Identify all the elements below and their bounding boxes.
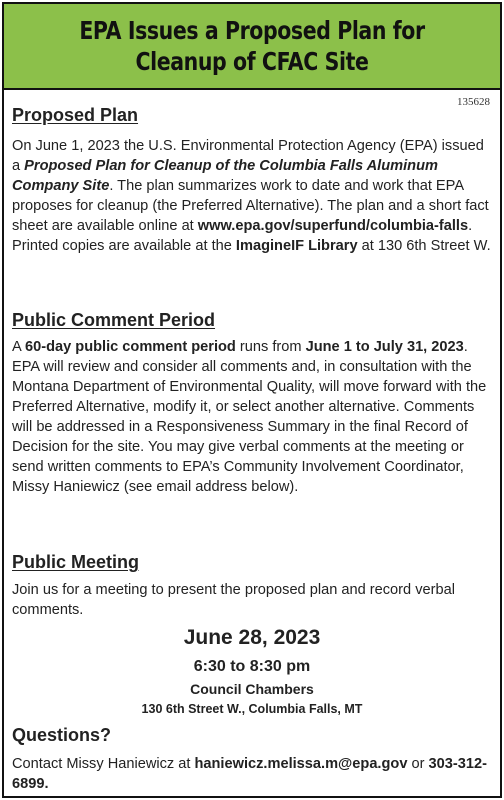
comment-period-dates: June 1 to July 31, 2023: [305, 339, 464, 355]
text-run: .: [44, 776, 49, 792]
text-run: . EPA will review and consider all comments and, in consultation with the Montana Department of Environmental Quality, will move forward with the Preferred Alternative, modify it, or select another alternative. Comments will be addressed in a Responsiveness Summary in the final Record of Decision for the site. You may give verbal comments at the meeting or send written comments to EPA’s Community Involvement Coordinator, Missy Haniewicz (see email address below).: [12, 339, 487, 495]
title-banner: [4, 4, 500, 90]
notice-frame: [2, 2, 502, 798]
contact-phone: 303-312-6899: [12, 756, 487, 792]
comment-period-length: 60-day public comment period: [24, 339, 236, 355]
website-url: www.epa.gov/superfund/columbia-falls: [197, 218, 469, 234]
meeting-location-name: Council Chambers: [190, 681, 314, 697]
proposed-plan-text: [12, 136, 492, 256]
questions-text: [12, 754, 492, 794]
text-run: runs from: [235, 339, 306, 355]
text-run: On June 1, 2023 the U.S. Environmental Protection Agency (EPA) issued a: [12, 138, 484, 174]
title-line-1: EPA Issues a Proposed Plan for: [79, 16, 425, 45]
meeting-time: 6:30 to 8:30 pm: [193, 658, 311, 675]
title-line-2: Cleanup of CFAC Site: [135, 47, 369, 76]
plan-name: Proposed Plan for Cleanup of the Columbia Falls Aluminum Company Site: [12, 158, 438, 194]
meeting-details: [12, 624, 492, 719]
comment-period-heading: Public Comment Period: [12, 310, 216, 330]
text-run: A: [12, 339, 25, 355]
notice-title: [49, 15, 456, 77]
text-run: Contact Missy Haniewicz at: [12, 756, 195, 772]
comment-period-text: [12, 337, 492, 497]
text-run: . Printed copies are available at the: [12, 218, 473, 254]
ad-id-number: 135628: [457, 96, 490, 108]
text-run: . The plan summarizes work to date and work that EPA proposes for cleanup (the Preferred Alternative). The plan and a short fact sheet are available online at: [12, 178, 489, 234]
meeting-date: June 28, 2023: [183, 626, 321, 649]
meeting-location-address: 130 6th Street W., Columbia Falls, MT: [141, 702, 363, 716]
questions-heading: Questions?: [12, 725, 112, 745]
proposed-plan-heading: Proposed Plan: [12, 105, 139, 125]
text-run: at 130 6th Street W.: [357, 238, 491, 254]
public-meeting-heading: Public Meeting: [12, 552, 140, 572]
public-meeting-text: Join us for a meeting to present the proposed plan and record verbal comments.: [12, 582, 455, 618]
library-name: ImagineIF Library: [235, 238, 358, 254]
contact-email: haniewicz.melissa.m@epa.gov: [194, 756, 408, 772]
text-run: or: [407, 756, 429, 772]
